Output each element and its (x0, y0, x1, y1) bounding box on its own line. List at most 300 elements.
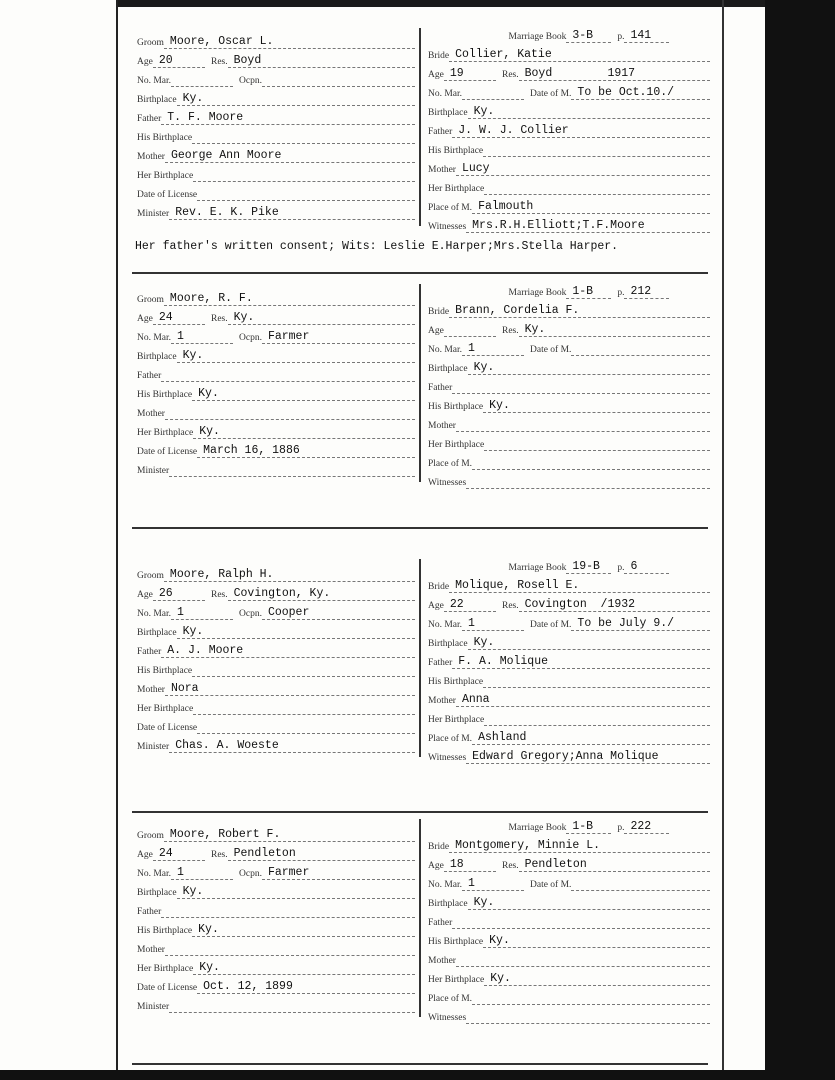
field-label: Mother (428, 165, 456, 175)
field-label: Birthplace (428, 108, 468, 118)
field-value: Ky. (483, 934, 710, 948)
bride-field-row (428, 853, 710, 872)
field-label: Place of M. (428, 203, 473, 213)
groom-field-row (137, 975, 415, 994)
field-value: Ky. (468, 636, 710, 650)
groom-field-row (137, 823, 415, 842)
field-value (444, 336, 496, 337)
field-value (466, 488, 710, 489)
field (137, 723, 415, 734)
field (137, 111, 415, 125)
field-value: 18 (444, 858, 496, 872)
card-separator (132, 272, 708, 274)
field (233, 606, 415, 620)
page-number (611, 560, 669, 574)
bride-field-row (428, 726, 710, 745)
field-label: Groom (137, 295, 164, 305)
field-value: To be Oct.10./ (571, 86, 710, 100)
field-label: Date of M. (530, 345, 572, 355)
bride-field-row (428, 176, 710, 195)
groom-field-row (137, 861, 415, 880)
field-value (456, 431, 710, 432)
field (428, 219, 710, 233)
field (428, 1013, 710, 1024)
field (428, 200, 710, 214)
marriage-book (509, 285, 612, 299)
field-label: Date of License (137, 447, 198, 457)
field (137, 54, 205, 68)
field (428, 48, 710, 62)
field (428, 459, 710, 470)
groom-field-row (137, 899, 415, 918)
field (428, 361, 710, 375)
field-label: No. Mar. (137, 76, 172, 86)
bride-field-row (428, 432, 710, 451)
field-label: Date of M. (530, 620, 572, 630)
field (524, 880, 710, 891)
marriage-book-value: 3-B (566, 29, 611, 43)
field-value: Mrs.R.H.Elliott;T.F.Moore (466, 219, 710, 233)
field-value: Ky. (228, 311, 415, 325)
groom-field-row (137, 639, 415, 658)
field (137, 349, 415, 363)
field-value: Ky. (468, 361, 710, 375)
field (137, 923, 415, 937)
field-label: Res. (502, 601, 519, 611)
field-value: Edward Gregory;Anna Molique (466, 750, 710, 764)
groom-field-row (137, 106, 415, 125)
field-value: Boyd 1917 (519, 67, 710, 81)
field-value: March 16, 1886 (197, 444, 415, 458)
field (137, 330, 233, 344)
groom-column (137, 823, 415, 1013)
field-label: Father (428, 658, 453, 668)
field-label: Marriage Book (508, 288, 567, 298)
page-edge-right (722, 0, 724, 1070)
field-label: No. Mar. (137, 609, 172, 619)
bride-column (428, 815, 710, 1024)
groom-field-row (137, 994, 415, 1013)
marriage-book-row (428, 815, 710, 834)
bride-field-row (428, 375, 710, 394)
field-label: Groom (137, 38, 164, 48)
bride-field-row (428, 214, 710, 233)
field (137, 625, 415, 639)
field-value: 19 (444, 67, 496, 81)
field-label: Birthplace (137, 352, 177, 362)
bride-field-row (428, 470, 710, 489)
field-value: Anna (456, 693, 710, 707)
field-value (192, 143, 415, 144)
field-label: Witnesses (428, 753, 467, 763)
field (137, 961, 415, 975)
field (137, 885, 415, 899)
field (428, 839, 710, 853)
field-label: Father (428, 918, 453, 928)
groom-field-row (137, 734, 415, 753)
field-value (472, 469, 710, 470)
card-separator (132, 811, 708, 813)
bride-field-row (428, 669, 710, 688)
field (428, 383, 710, 394)
field (428, 896, 710, 910)
field-label: Father (428, 383, 453, 393)
field-label: Minister (137, 742, 170, 752)
field (428, 89, 524, 100)
field-label: Father (137, 371, 162, 381)
card-separator (132, 527, 708, 529)
field-label: Groom (137, 571, 164, 581)
column-divider (419, 819, 421, 1017)
card-separator (132, 1063, 708, 1065)
field-value (192, 676, 415, 677)
field-label: Father (428, 127, 453, 137)
groom-field-row (137, 439, 415, 458)
groom-field-row (137, 956, 415, 975)
groom-column (137, 563, 415, 753)
field-label: Res. (502, 861, 519, 871)
groom-column (137, 287, 415, 477)
field (428, 124, 710, 138)
field-label: Ocpn. (239, 609, 262, 619)
page-number (611, 285, 669, 299)
groom-field-row (137, 842, 415, 861)
field-label: No. Mar. (428, 89, 463, 99)
field (137, 568, 415, 582)
card-note: Her father's written consent; Wits: Leslie E.Harper;Mrs.Stella Harper. (135, 240, 619, 253)
field (428, 326, 496, 337)
field-label: Date of License (137, 983, 198, 993)
field (428, 731, 710, 745)
bride-field-row (428, 631, 710, 650)
groom-field-row (137, 201, 415, 220)
page-number (611, 820, 669, 834)
field-value (165, 419, 415, 420)
groom-field-row (137, 420, 415, 439)
field (137, 587, 205, 601)
field (137, 311, 205, 325)
field-value: Farmer (262, 330, 415, 344)
bride-field-row (428, 1005, 710, 1024)
field (428, 918, 710, 929)
field-label: His Birthplace (137, 666, 193, 676)
field-value (484, 725, 710, 726)
bride-field-row (428, 707, 710, 726)
field-label: Her Birthplace (428, 184, 485, 194)
field-label: Place of M. (428, 734, 473, 744)
field-value (171, 86, 233, 87)
field-value: George Ann Moore (165, 149, 415, 163)
field (137, 292, 415, 306)
field-label: Mother (137, 685, 165, 695)
field (428, 750, 710, 764)
field-value (472, 1004, 710, 1005)
field (137, 76, 233, 87)
field (524, 345, 710, 356)
field (524, 86, 710, 100)
field-value (193, 181, 415, 182)
bride-field-row (428, 745, 710, 764)
field (428, 478, 710, 489)
field-value: Ky. (192, 387, 415, 401)
field (137, 945, 415, 956)
field (233, 76, 415, 87)
field-value: 1 (462, 617, 524, 631)
field (137, 682, 415, 696)
field-label: No. Mar. (137, 333, 172, 343)
field-value: 1 (171, 866, 233, 880)
bride-field-row (428, 100, 710, 119)
field (496, 323, 710, 337)
field-value (169, 476, 415, 477)
field-label: p. (617, 32, 625, 42)
field-label: Her Birthplace (137, 964, 194, 974)
field-label: Marriage Book (508, 563, 567, 573)
marriage-book-value: 1-B (566, 820, 611, 834)
field-label: p. (617, 563, 625, 573)
field-label: Place of M. (428, 459, 473, 469)
field (233, 866, 415, 880)
field-label: p. (617, 823, 625, 833)
field-value: Cooper (262, 606, 415, 620)
field-value: Ky. (177, 92, 415, 106)
field (137, 171, 415, 182)
column-divider (419, 284, 421, 482)
field (137, 387, 415, 401)
field (428, 715, 710, 726)
field (137, 980, 415, 994)
field-value (466, 1023, 710, 1024)
field (205, 847, 415, 861)
field-label: No. Mar. (428, 620, 463, 630)
field (428, 440, 710, 451)
marriage-book-value: 1-B (566, 285, 611, 299)
field-label: Age (137, 314, 153, 324)
field (137, 149, 415, 163)
field-value (452, 928, 710, 929)
field-label: Age (428, 861, 444, 871)
field (496, 598, 710, 612)
bride-field-row (428, 337, 710, 356)
field-label: His Birthplace (428, 677, 484, 687)
field-label: Mother (428, 956, 456, 966)
field-label: Birthplace (137, 888, 177, 898)
field-label: Marriage Book (508, 823, 567, 833)
field-value: 24 (153, 311, 205, 325)
field-value: 1 (171, 330, 233, 344)
field-value: Ky. (192, 923, 415, 937)
field-label: Her Birthplace (137, 704, 194, 714)
field-value: Rev. E. K. Pike (169, 206, 415, 220)
field (137, 828, 415, 842)
bride-field-row (428, 451, 710, 470)
groom-field-row (137, 620, 415, 639)
field-label: Bride (428, 307, 450, 317)
groom-field-row (137, 918, 415, 937)
field-label: Mother (137, 945, 165, 955)
bride-field-row (428, 948, 710, 967)
field-value: 26 (153, 587, 205, 601)
field-value: Oct. 12, 1899 (197, 980, 415, 994)
field (428, 342, 524, 356)
field-value: To be July 9./ (571, 617, 710, 631)
bride-field-row (428, 157, 710, 176)
field (428, 184, 710, 195)
field (205, 311, 415, 325)
marriage-book (509, 29, 612, 43)
field-label: Father (137, 114, 162, 124)
field (428, 972, 710, 986)
field-label: No. Mar. (428, 880, 463, 890)
bride-field-row (428, 43, 710, 62)
field (137, 35, 415, 49)
field (137, 847, 205, 861)
bride-field-row (428, 967, 710, 986)
field-value: Ky. (177, 885, 415, 899)
field-value: Ky. (193, 961, 415, 975)
field-value (484, 450, 710, 451)
field (233, 330, 415, 344)
column-divider (419, 559, 421, 757)
page-number-value: 6 (624, 560, 669, 574)
field (428, 421, 710, 432)
field-label: p. (617, 288, 625, 298)
field-label: Age (428, 601, 444, 611)
field-label: Birthplace (428, 899, 468, 909)
field (137, 409, 415, 420)
field-value: Moore, Oscar L. (164, 35, 415, 49)
field-value (483, 687, 710, 688)
field-label: Ocpn. (239, 76, 262, 86)
groom-field-row (137, 325, 415, 344)
field-label: Age (137, 590, 153, 600)
field-value (484, 194, 710, 195)
field-label: Bride (428, 51, 450, 61)
field (428, 67, 496, 81)
field-value (161, 917, 415, 918)
groom-field-row (137, 582, 415, 601)
field-value: Covington /1932 (519, 598, 710, 612)
field (205, 587, 415, 601)
bride-field-row (428, 195, 710, 214)
field-label: Date of License (137, 190, 198, 200)
field (428, 304, 710, 318)
field (137, 133, 415, 144)
field-label: His Birthplace (428, 402, 484, 412)
groom-field-row (137, 87, 415, 106)
field-value (165, 955, 415, 956)
field-value: Moore, Robert F. (164, 828, 415, 842)
marriage-book-row (428, 24, 710, 43)
page-number (611, 29, 669, 43)
field-label: His Birthplace (428, 937, 484, 947)
field-value: F. A. Molique (452, 655, 710, 669)
field-value (462, 99, 524, 100)
groom-field-row (137, 144, 415, 163)
field-label: Mother (137, 409, 165, 419)
groom-field-row (137, 49, 415, 68)
marriage-book-row (428, 280, 710, 299)
field-value: Ky. (483, 399, 710, 413)
field-label: Date of License (137, 723, 198, 733)
groom-field-row (137, 696, 415, 715)
field-value: Ashland (472, 731, 710, 745)
field (428, 636, 710, 650)
field-label: No. Mar. (137, 869, 172, 879)
field-label: Res. (502, 326, 519, 336)
field (137, 466, 415, 477)
field-label: Date of M. (530, 89, 572, 99)
marriage-book-value: 19-B (566, 560, 611, 574)
field (137, 866, 233, 880)
bride-field-row (428, 910, 710, 929)
field-value (571, 355, 710, 356)
field-value: Brann, Cordelia F. (449, 304, 710, 318)
field (496, 67, 710, 81)
field-value: 1 (462, 342, 524, 356)
column-divider (419, 28, 421, 226)
field-label: Her Birthplace (137, 171, 194, 181)
field-label: Date of M. (530, 880, 572, 890)
bride-field-row (428, 688, 710, 707)
field-value: Moore, R. F. (164, 292, 415, 306)
field-value: Ky. (468, 896, 710, 910)
field-value: 22 (444, 598, 496, 612)
field (137, 371, 415, 382)
groom-field-row (137, 182, 415, 201)
bride-field-row (428, 318, 710, 337)
bride-column (428, 555, 710, 764)
field-value: Molique, Rosell E. (449, 579, 710, 593)
field-label: Birthplace (137, 628, 177, 638)
field (137, 444, 415, 458)
bride-field-row (428, 394, 710, 413)
field (428, 146, 710, 157)
groom-field-row (137, 344, 415, 363)
page-number-value: 212 (624, 285, 669, 299)
field (137, 666, 415, 677)
field-label: Res. (211, 57, 228, 67)
field-value (456, 966, 710, 967)
field (137, 425, 415, 439)
field-label: Birthplace (137, 95, 177, 105)
field (428, 655, 710, 669)
field (428, 579, 710, 593)
field (428, 994, 710, 1005)
field-label: Mother (428, 421, 456, 431)
field (428, 858, 496, 872)
field-value: Lucy (456, 162, 710, 176)
groom-field-row (137, 715, 415, 734)
field-value (197, 200, 415, 201)
field-value (161, 381, 415, 382)
field-value: Ky. (484, 972, 710, 986)
field-label: His Birthplace (428, 146, 484, 156)
field-label: Ocpn. (239, 869, 262, 879)
field (137, 606, 233, 620)
field-value: Boyd (228, 54, 415, 68)
bride-field-row (428, 574, 710, 593)
field (428, 598, 496, 612)
field-value: 20 (153, 54, 205, 68)
field-value: A. J. Moore (161, 644, 415, 658)
field-label: Bride (428, 842, 450, 852)
marriage-book (509, 560, 612, 574)
bride-field-row (428, 356, 710, 375)
marriage-book-row (428, 555, 710, 574)
field-label: Bride (428, 582, 450, 592)
groom-field-row (137, 382, 415, 401)
